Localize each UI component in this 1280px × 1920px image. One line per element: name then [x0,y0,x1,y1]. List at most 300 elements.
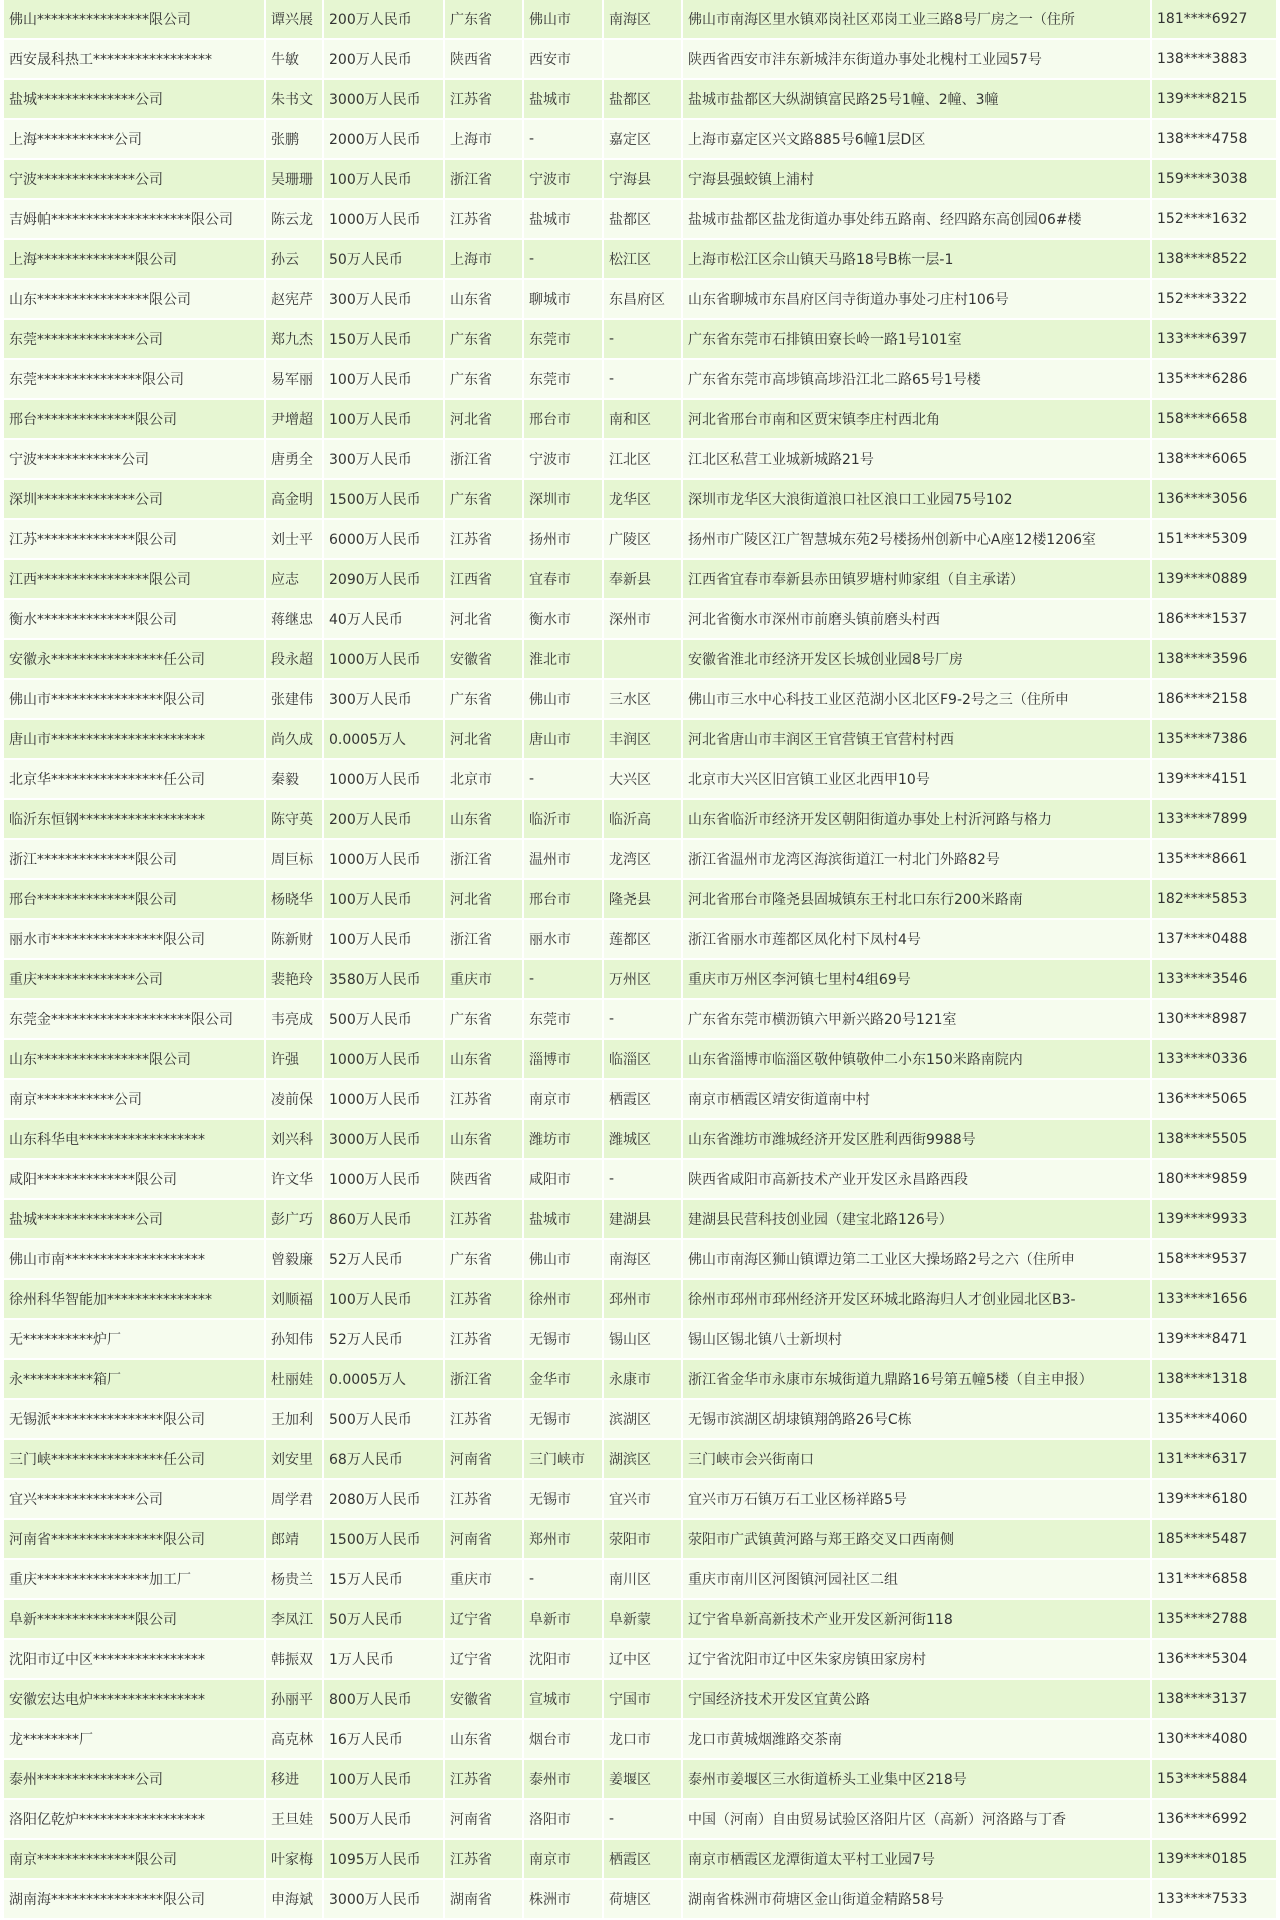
legal-rep-cell: 韦亮成 [266,1000,324,1040]
district-cell: 辽中区 [604,1640,683,1680]
legal-rep-cell: 许强 [266,1040,324,1080]
address-cell: 佛山市三水中心科技工业区范湖小区北区F9-2号之三（住所申 [683,680,1152,720]
address-cell: 深圳市龙华区大浪街道浪口社区浪口工业园75号102 [683,480,1152,520]
phone-cell: 158****9537 [1152,1240,1276,1280]
city-cell: 金华市 [524,1360,604,1400]
company-name-cell: 无**********炉厂 [4,1320,266,1360]
phone-cell: 180****9859 [1152,1160,1276,1200]
legal-rep-cell: 易军丽 [266,360,324,400]
registered-capital-cell: 40万人民币 [324,600,445,640]
table-row [4,1160,1276,1200]
address-cell: 辽宁省沈阳市辽中区朱家房镇田家房村 [683,1640,1152,1680]
city-cell: 潍坊市 [524,1120,604,1160]
province-cell: 上海市 [445,240,524,280]
legal-rep-cell: 刘士平 [266,520,324,560]
province-cell: 山东省 [445,280,524,320]
table-row [4,600,1276,640]
province-cell: 浙江省 [445,840,524,880]
province-cell: 山东省 [445,1040,524,1080]
province-cell: 河北省 [445,880,524,920]
address-cell: 佛山市南海区狮山镇谭边第二工业区大操场路2号之六（住所申 [683,1240,1152,1280]
legal-rep-cell: 曾毅廉 [266,1240,324,1280]
legal-rep-cell: 王加利 [266,1400,324,1440]
city-cell: 南京市 [524,1080,604,1120]
district-cell: 宁海县 [604,160,683,200]
phone-cell: 133****1656 [1152,1280,1276,1320]
district-cell: 南海区 [604,0,683,40]
table-row [4,1240,1276,1280]
registered-capital-cell: 860万人民币 [324,1200,445,1240]
phone-cell: 135****6286 [1152,360,1276,400]
city-cell: 佛山市 [524,0,604,40]
table-row [4,720,1276,760]
company-name-cell: 徐州科华智能加*************** [4,1280,266,1320]
table-row [4,0,1276,40]
company-name-cell: 咸阳**************限公司 [4,1160,266,1200]
table-row [4,440,1276,480]
district-cell: 锡山区 [604,1320,683,1360]
phone-cell: 138****3596 [1152,640,1276,680]
table-row [4,240,1276,280]
phone-cell: 133****7899 [1152,800,1276,840]
company-name-cell: 佛山市南******************** [4,1240,266,1280]
address-cell: 河北省邢台市隆尧县固城镇东王村北口东行200米路南 [683,880,1152,920]
company-name-cell: 重庆****************加工厂 [4,1560,266,1600]
phone-cell: 139****8215 [1152,80,1276,120]
registered-capital-cell: 1000万人民币 [324,840,445,880]
registered-capital-cell: 15万人民币 [324,1560,445,1600]
address-cell: 宜兴市万石镇万石工业区杨祥路5号 [683,1480,1152,1520]
company-name-cell: 阜新**************限公司 [4,1600,266,1640]
registered-capital-cell: 52万人民币 [324,1240,445,1280]
district-cell: 三水区 [604,680,683,720]
address-cell: 南京市栖霞区靖安街道南中村 [683,1080,1152,1120]
legal-rep-cell: 谭兴展 [266,0,324,40]
address-cell: 建湖县民营科技创业园（建宝北路126号） [683,1200,1152,1240]
registered-capital-cell: 100万人民币 [324,1760,445,1800]
city-cell: 丽水市 [524,920,604,960]
address-cell: 浙江省温州市龙湾区海滨街道江一村北门外路82号 [683,840,1152,880]
table-row [4,520,1276,560]
table-row [4,1000,1276,1040]
phone-cell: 138****4758 [1152,120,1276,160]
province-cell: 江苏省 [445,1280,524,1320]
district-cell: 建湖县 [604,1200,683,1240]
city-cell: 淄博市 [524,1040,604,1080]
city-cell: 阜新市 [524,1600,604,1640]
province-cell: 安徽省 [445,1680,524,1720]
province-cell: 陕西省 [445,1160,524,1200]
company-name-cell: 江西****************限公司 [4,560,266,600]
company-name-cell: 西安晟科热工***************** [4,40,266,80]
registered-capital-cell: 1000万人民币 [324,200,445,240]
company-name-cell: 重庆**************公司 [4,960,266,1000]
city-cell: - [524,240,604,280]
address-cell: 江西省宜春市奉新县赤田镇罗塘村帅家组（自主承诺） [683,560,1152,600]
province-cell: 辽宁省 [445,1640,524,1680]
district-cell: 南和区 [604,400,683,440]
legal-rep-cell: 移进 [266,1760,324,1800]
phone-cell: 158****6658 [1152,400,1276,440]
legal-rep-cell: 叶家梅 [266,1840,324,1880]
city-cell: 邢台市 [524,400,604,440]
city-cell: 盐城市 [524,1200,604,1240]
address-cell: 徐州市邳州市邳州经济开发区环城北路海归人才创业园北区B3- [683,1280,1152,1320]
city-cell: 东莞市 [524,320,604,360]
address-cell: 山东省聊城市东昌府区闫寺街道办事处刁庄村106号 [683,280,1152,320]
district-cell: 嘉定区 [604,120,683,160]
phone-cell: 151****5309 [1152,520,1276,560]
table-row [4,680,1276,720]
phone-cell: 131****6858 [1152,1560,1276,1600]
registered-capital-cell: 300万人民币 [324,280,445,320]
registered-capital-cell: 100万人民币 [324,400,445,440]
table-row [4,800,1276,840]
company-name-cell: 上海**************限公司 [4,240,266,280]
district-cell: 宁国市 [604,1680,683,1720]
registered-capital-cell: 1500万人民币 [324,480,445,520]
city-cell: 三门峡市 [524,1440,604,1480]
city-cell: 淮北市 [524,640,604,680]
address-cell: 盐城市盐都区大纵湖镇富民路25号1幢、2幢、3幢 [683,80,1152,120]
phone-cell: 159****3038 [1152,160,1276,200]
registered-capital-cell: 6000万人民币 [324,520,445,560]
company-name-cell: 山东****************限公司 [4,280,266,320]
company-name-cell: 江苏**************限公司 [4,520,266,560]
city-cell: 宣城市 [524,1680,604,1720]
registered-capital-cell: 300万人民币 [324,440,445,480]
table-row [4,320,1276,360]
registered-capital-cell: 1000万人民币 [324,640,445,680]
address-cell: 无锡市滨湖区胡埭镇翔鸽路26号C栋 [683,1400,1152,1440]
district-cell: 江北区 [604,440,683,480]
province-cell: 陕西省 [445,40,524,80]
company-name-cell: 宁波**************公司 [4,160,266,200]
company-name-cell: 丽水市****************限公司 [4,920,266,960]
legal-rep-cell: 尚久成 [266,720,324,760]
registered-capital-cell: 200万人民币 [324,40,445,80]
table-row [4,40,1276,80]
province-cell: 重庆市 [445,960,524,1000]
legal-rep-cell: 高克林 [266,1720,324,1760]
district-cell: - [604,1160,683,1200]
table-row [4,640,1276,680]
city-cell: 无锡市 [524,1480,604,1520]
phone-cell: 153****5884 [1152,1760,1276,1800]
legal-rep-cell: 尹增超 [266,400,324,440]
district-cell: 永康市 [604,1360,683,1400]
city-cell: - [524,760,604,800]
district-cell: 丰润区 [604,720,683,760]
legal-rep-cell: 许文华 [266,1160,324,1200]
registered-capital-cell: 100万人民币 [324,880,445,920]
company-name-cell: 临沂东恒钢****************** [4,800,266,840]
district-cell: 潍城区 [604,1120,683,1160]
district-cell: 莲都区 [604,920,683,960]
district-cell: 荷塘区 [604,1880,683,1920]
table-row [4,1560,1276,1600]
legal-rep-cell: 裴艳玲 [266,960,324,1000]
address-cell: 盐城市盐都区盐龙街道办事处纬五路南、经四路东高创园06#楼 [683,200,1152,240]
province-cell: 江苏省 [445,1760,524,1800]
phone-cell: 181****6927 [1152,0,1276,40]
province-cell: 山东省 [445,800,524,840]
phone-cell: 136****6992 [1152,1800,1276,1840]
phone-cell: 131****6317 [1152,1440,1276,1480]
company-name-cell: 沈阳市辽中区**************** [4,1640,266,1680]
phone-cell: 135****2788 [1152,1600,1276,1640]
district-cell: - [604,1800,683,1840]
table-row [4,1680,1276,1720]
city-cell: 宁波市 [524,440,604,480]
district-cell: 龙华区 [604,480,683,520]
registered-capital-cell: 100万人民币 [324,920,445,960]
city-cell: 泰州市 [524,1760,604,1800]
address-cell: 宁国经济技术开发区宜黄公路 [683,1680,1152,1720]
phone-cell: 138****6065 [1152,440,1276,480]
table-row [4,280,1276,320]
legal-rep-cell: 应志 [266,560,324,600]
company-name-cell: 邢台**************限公司 [4,400,266,440]
registered-capital-cell: 50万人民币 [324,240,445,280]
table-row [4,160,1276,200]
company-name-cell: 佛山市****************限公司 [4,680,266,720]
phone-cell: 130****8987 [1152,1000,1276,1040]
province-cell: 江苏省 [445,1200,524,1240]
legal-rep-cell: 杨贵兰 [266,1560,324,1600]
address-cell: 荥阳市广武镇黄河路与郑王路交叉口西南侧 [683,1520,1152,1560]
phone-cell: 135****8661 [1152,840,1276,880]
district-cell: 龙湾区 [604,840,683,880]
district-cell: 湖滨区 [604,1440,683,1480]
company-name-cell: 洛阳亿乾炉****************** [4,1800,266,1840]
address-cell: 锡山区锡北镇八士新坝村 [683,1320,1152,1360]
district-cell: - [604,320,683,360]
city-cell: 沈阳市 [524,1640,604,1680]
phone-cell: 152****1632 [1152,200,1276,240]
city-cell: - [524,120,604,160]
legal-rep-cell: 周学君 [266,1480,324,1520]
legal-rep-cell: 刘顺福 [266,1280,324,1320]
company-name-cell: 衡水**************限公司 [4,600,266,640]
city-cell: 唐山市 [524,720,604,760]
company-name-cell: 北京华****************任公司 [4,760,266,800]
city-cell: - [524,960,604,1000]
legal-rep-cell: 吴珊珊 [266,160,324,200]
province-cell: 山东省 [445,1120,524,1160]
table-row [4,1200,1276,1240]
district-cell: 龙口市 [604,1720,683,1760]
legal-rep-cell: 王旦娃 [266,1800,324,1840]
table-row [4,920,1276,960]
province-cell: 江苏省 [445,1320,524,1360]
city-cell: 聊城市 [524,280,604,320]
province-cell: 河北省 [445,720,524,760]
company-name-cell: 河南省****************限公司 [4,1520,266,1560]
legal-rep-cell: 申海斌 [266,1880,324,1920]
province-cell: 江苏省 [445,1080,524,1120]
table-row [4,1400,1276,1440]
province-cell: 浙江省 [445,1360,524,1400]
registered-capital-cell: 1000万人民币 [324,1160,445,1200]
registered-capital-cell: 200万人民币 [324,0,445,40]
legal-rep-cell: 彭广巧 [266,1200,324,1240]
table-row [4,1640,1276,1680]
phone-cell: 139****9933 [1152,1200,1276,1240]
legal-rep-cell: 郎靖 [266,1520,324,1560]
province-cell: 重庆市 [445,1560,524,1600]
phone-cell: 139****0889 [1152,560,1276,600]
company-name-cell: 三门峡****************任公司 [4,1440,266,1480]
district-cell: 松江区 [604,240,683,280]
company-name-cell: 东莞金********************限公司 [4,1000,266,1040]
province-cell: 江苏省 [445,80,524,120]
company-name-cell: 佛山****************限公司 [4,0,266,40]
company-table-body [4,0,1276,1920]
legal-rep-cell: 刘兴科 [266,1120,324,1160]
address-cell: 陕西省西安市沣东新城沣东街道办事处北槐村工业园57号 [683,40,1152,80]
legal-rep-cell: 张建伟 [266,680,324,720]
table-row [4,1440,1276,1480]
city-cell: 盐城市 [524,200,604,240]
legal-rep-cell: 陈守英 [266,800,324,840]
district-cell: 奉新县 [604,560,683,600]
city-cell: 邢台市 [524,880,604,920]
legal-rep-cell: 凌前保 [266,1080,324,1120]
province-cell: 江苏省 [445,1480,524,1520]
address-cell: 安徽省淮北市经济开发区长城创业园8号厂房 [683,640,1152,680]
table-row [4,1760,1276,1800]
table-row [4,760,1276,800]
address-cell: 江北区私营工业城新城路21号 [683,440,1152,480]
city-cell: 宜春市 [524,560,604,600]
table-row [4,840,1276,880]
phone-cell: 136****3056 [1152,480,1276,520]
phone-cell: 139****8471 [1152,1320,1276,1360]
company-name-cell: 深圳**************公司 [4,480,266,520]
address-cell: 北京市大兴区旧宫镇工业区北西甲10号 [683,760,1152,800]
company-name-cell: 浙江**************限公司 [4,840,266,880]
table-row [4,1600,1276,1640]
province-cell: 河北省 [445,400,524,440]
province-cell: 江苏省 [445,1400,524,1440]
company-name-cell: 永**********箱厂 [4,1360,266,1400]
phone-cell: 130****4080 [1152,1720,1276,1760]
phone-cell: 136****5304 [1152,1640,1276,1680]
registered-capital-cell: 2000万人民币 [324,120,445,160]
province-cell: 湖南省 [445,1880,524,1920]
registered-capital-cell: 52万人民币 [324,1320,445,1360]
phone-cell: 137****0488 [1152,920,1276,960]
district-cell: 南川区 [604,1560,683,1600]
district-cell: 隆尧县 [604,880,683,920]
company-name-cell: 南京***********公司 [4,1080,266,1120]
company-name-cell: 南京**************限公司 [4,1840,266,1880]
table-row [4,1520,1276,1560]
registered-capital-cell: 150万人民币 [324,320,445,360]
company-name-cell: 山东科华电****************** [4,1120,266,1160]
province-cell: 广东省 [445,1240,524,1280]
district-cell: 邳州市 [604,1280,683,1320]
district-cell: 盐都区 [604,200,683,240]
company-name-cell: 上海***********公司 [4,120,266,160]
address-cell: 陕西省咸阳市高新技术产业开发区永昌路西段 [683,1160,1152,1200]
table-row [4,1880,1276,1920]
address-cell: 河北省唐山市丰润区王官营镇王官营村村西 [683,720,1152,760]
table-row [4,400,1276,440]
table-row [4,960,1276,1000]
company-name-cell: 东莞***************限公司 [4,360,266,400]
legal-rep-cell: 赵宪芹 [266,280,324,320]
address-cell: 广东省东莞市高埗镇高埗沿江北二路65号1号楼 [683,360,1152,400]
province-cell: 江西省 [445,560,524,600]
city-cell: 烟台市 [524,1720,604,1760]
company-table [4,0,1276,1920]
legal-rep-cell: 李凤江 [266,1600,324,1640]
company-name-cell: 安徽宏达电炉**************** [4,1680,266,1720]
district-cell: 宜兴市 [604,1480,683,1520]
province-cell: 山东省 [445,1720,524,1760]
district-cell: 栖霞区 [604,1840,683,1880]
table-row [4,120,1276,160]
table-row [4,560,1276,600]
district-cell: 姜堰区 [604,1760,683,1800]
registered-capital-cell: 16万人民币 [324,1720,445,1760]
phone-cell: 133****0336 [1152,1040,1276,1080]
city-cell: 南京市 [524,1840,604,1880]
district-cell: 栖霞区 [604,1080,683,1120]
registered-capital-cell: 800万人民币 [324,1680,445,1720]
phone-cell: 136****5065 [1152,1080,1276,1120]
legal-rep-cell: 牛敏 [266,40,324,80]
legal-rep-cell: 陈新财 [266,920,324,960]
district-cell: 深州市 [604,600,683,640]
district-cell [604,640,683,680]
table-row [4,1080,1276,1120]
district-cell: 大兴区 [604,760,683,800]
city-cell: 临沂市 [524,800,604,840]
province-cell: 辽宁省 [445,1600,524,1640]
legal-rep-cell: 杜丽娃 [266,1360,324,1400]
district-cell [604,40,683,80]
registered-capital-cell: 3000万人民币 [324,80,445,120]
company-name-cell: 唐山市********************** [4,720,266,760]
table-row [4,1040,1276,1080]
address-cell: 佛山市南海区里水镇邓岗社区邓岗工业三路8号厂房之一（住所 [683,0,1152,40]
company-name-cell: 湖南海****************限公司 [4,1880,266,1920]
city-cell: 无锡市 [524,1400,604,1440]
legal-rep-cell: 朱书文 [266,80,324,120]
phone-cell: 138****1318 [1152,1360,1276,1400]
registered-capital-cell: 3580万人民币 [324,960,445,1000]
district-cell: 临淄区 [604,1040,683,1080]
province-cell: 安徽省 [445,640,524,680]
phone-cell: 139****6180 [1152,1480,1276,1520]
city-cell: 衡水市 [524,600,604,640]
company-name-cell: 东莞**************公司 [4,320,266,360]
city-cell: 东莞市 [524,1000,604,1040]
phone-cell: 138****3137 [1152,1680,1276,1720]
company-name-cell: 山东****************限公司 [4,1040,266,1080]
company-name-cell: 盐城**************公司 [4,1200,266,1240]
province-cell: 广东省 [445,360,524,400]
legal-rep-cell: 张鹏 [266,120,324,160]
phone-cell: 138****8522 [1152,240,1276,280]
registered-capital-cell: 100万人民币 [324,160,445,200]
company-table-container [4,0,1276,1920]
address-cell: 广东省东莞市横沥镇六甲新兴路20号121室 [683,1000,1152,1040]
phone-cell: 182****5853 [1152,880,1276,920]
